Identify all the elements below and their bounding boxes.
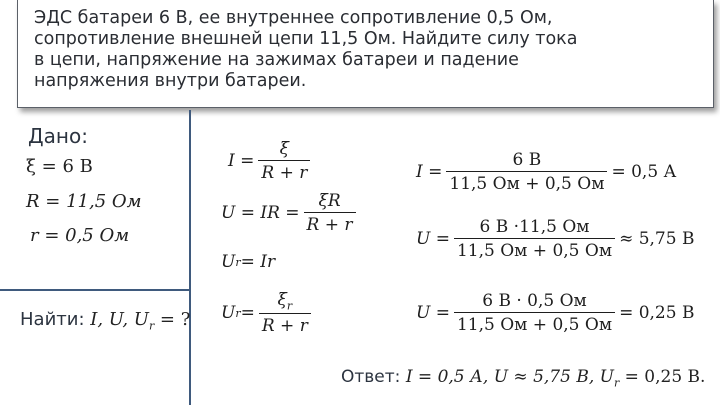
formula-internal-drop-sub: r: [235, 255, 241, 269]
given-resistance-external: R = 11,5 Ом: [26, 191, 142, 212]
formula-voltage-fraction: [304, 191, 356, 235]
calc-current: [416, 150, 676, 194]
calc-voltage-den: 11,5 Ом + 0,5 Ом: [454, 238, 615, 261]
calc-voltage-fraction: [454, 217, 615, 261]
formula-internal-drop-rhs: = Ir: [240, 252, 276, 272]
formula-internal-drop-lhs: U: [221, 252, 236, 272]
calc-current-num: 6 В: [512, 150, 542, 170]
find-tail: = ?: [154, 309, 191, 330]
calc-internal-drop-rhs: = 0,25 В: [619, 303, 695, 323]
problem-text: ЭДС батареи 6 В, ее внутреннее сопротивление 0,5 Ом, сопротивление внешней цепи 11,5 Ом. Найдите силу тока в цепи, напряжение на зажимах батареи и падение напряжения внутри батареи.: [34, 8, 578, 91]
formula-f4-num: ξ: [277, 290, 287, 310]
horizontal-divider: [0, 289, 190, 291]
formula-voltage-lhs: U = IR =: [221, 203, 300, 223]
formula-f4-eq: =: [240, 303, 255, 324]
calc-current-lhs: I =: [416, 162, 443, 182]
formula-current-fraction: [258, 139, 310, 183]
formula-f4-lhs-sub: r: [235, 306, 241, 320]
calc-voltage: [416, 217, 694, 261]
calc-current-fraction: [446, 150, 607, 194]
answer-tail: = 0,25 В.: [619, 367, 706, 387]
calc-internal-drop-num: 6 В · 0,5 Ом: [482, 291, 587, 311]
calc-internal-drop-lhs: U =: [416, 303, 450, 323]
given-resistance-internal: r = 0,5 Ом: [30, 225, 130, 246]
calc-current-den: 11,5 Ом + 0,5 Ом: [446, 171, 607, 194]
formula-internal-drop: [221, 252, 275, 272]
calc-internal-drop: [416, 291, 694, 335]
formula-current: [228, 139, 314, 183]
formula-f4-lhs: U: [221, 303, 236, 324]
answer-row: [341, 367, 705, 389]
formula-voltage-den: R + r: [304, 212, 356, 235]
calc-voltage-rhs: ≈ 5,75 В: [619, 229, 695, 249]
formula-voltage: [221, 191, 360, 235]
find-row: [20, 309, 190, 333]
formula-f4-fraction: [259, 290, 311, 336]
calc-voltage-lhs: U =: [416, 229, 450, 249]
given-title: Дано:: [28, 124, 88, 148]
formula-current-num: ξ: [279, 139, 290, 159]
formula-voltage-num: ξR: [318, 191, 341, 211]
calc-voltage-num: 6 В ·11,5 Ом: [479, 217, 590, 237]
problem-box: [17, 0, 714, 108]
formula-current-lhs: I =: [228, 151, 255, 171]
vertical-divider: [189, 110, 191, 405]
find-sub: r: [148, 319, 155, 333]
formula-internal-drop-fraction: [221, 290, 315, 336]
find-label: Найти:: [20, 309, 85, 330]
answer-text: I = 0,5 А, U ≈ 5,75 В, U: [405, 367, 614, 387]
formula-f4-num-sub: r: [286, 299, 293, 313]
formula-f4-den: R + r: [259, 313, 311, 336]
given-emf: ξ = 6 В: [26, 156, 93, 177]
calc-internal-drop-den: 11,5 Ом + 0,5 Ом: [454, 312, 615, 335]
calc-internal-drop-fraction: [454, 291, 615, 335]
calc-current-rhs: = 0,5 А: [611, 162, 677, 182]
answer-label: Ответ:: [341, 367, 401, 387]
formula-current-den: R + r: [258, 160, 310, 183]
find-expr: I, U, U: [90, 309, 149, 330]
answer-sub: r: [613, 376, 620, 390]
